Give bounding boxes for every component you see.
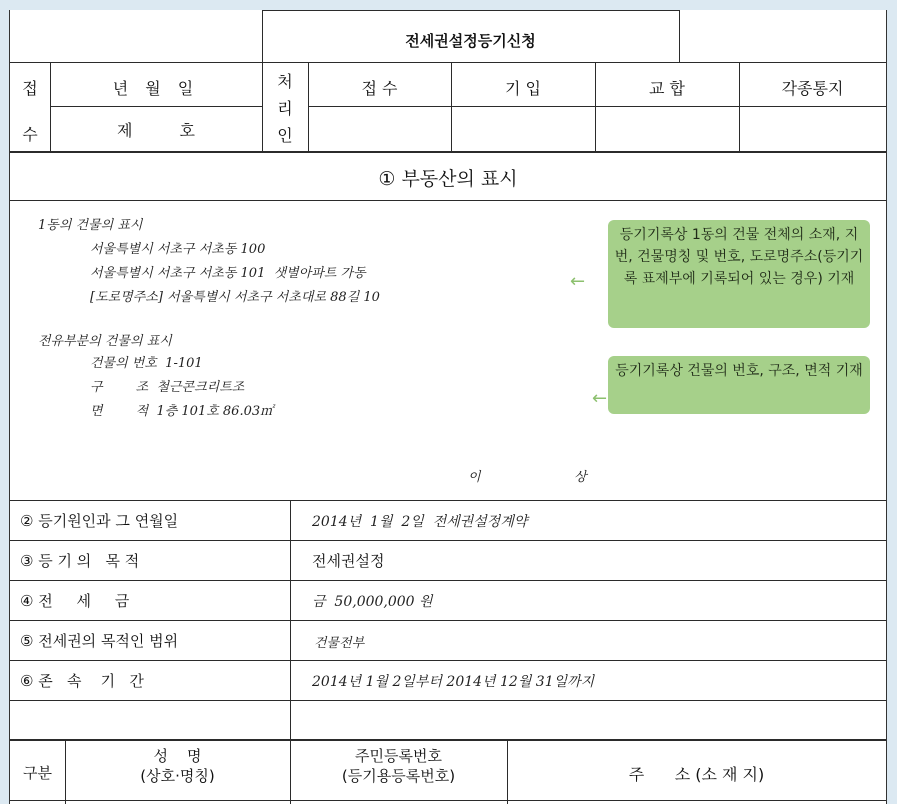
- property-heading: ① 부동산의 표시: [378, 168, 518, 190]
- name-label: 성 명: [153, 747, 202, 765]
- receipt-label-jeop: 접: [22, 79, 38, 98]
- party-col-regno: [290, 746, 507, 786]
- rule: [308, 106, 886, 107]
- field-value-duration: 2014년 1월 2일부터 2014년 12월 31일까지: [312, 674, 595, 690]
- processor-char: 리: [277, 99, 293, 118]
- processor-label: [262, 68, 308, 149]
- field-label-scope: ⑤ 전세권의 목적인 범위: [20, 632, 179, 650]
- unit-number: 건물의 번호 1-101: [90, 356, 203, 371]
- rule: [262, 10, 679, 11]
- building-address-line: 서울특별시 서초구 서초동 100: [90, 242, 266, 257]
- field-label-duration: ⑥ 존 속 기 간: [20, 672, 144, 690]
- field-label-deposit: ④ 전 세 금: [20, 592, 130, 610]
- rule: [10, 580, 886, 581]
- rule: [10, 200, 886, 201]
- end-mark-i: 이: [468, 470, 481, 485]
- arrow-left-icon: ←: [570, 271, 586, 292]
- field-label-purpose: ③ 등 기 의 목 적: [20, 552, 140, 570]
- building-header: 1동의 건물의 표시: [38, 218, 143, 233]
- col-notice: 각종통지: [781, 79, 844, 98]
- party-col-name: [65, 746, 290, 786]
- field-value-scope: 건물전부: [314, 636, 365, 651]
- rule: [10, 739, 886, 741]
- rule: [679, 10, 680, 62]
- rule: [10, 660, 886, 661]
- number-label: 제 호: [117, 121, 195, 140]
- rule: [10, 500, 886, 501]
- field-value-purpose: 전세권설정: [312, 552, 385, 570]
- rule: [10, 700, 886, 701]
- form-title: 전세권설정등기신청: [405, 32, 536, 50]
- field-value-deposit: 금 50,000,000 원: [312, 594, 433, 610]
- building-address-line: 서울특별시 서초구 서초동 101 샛별아파트 가동: [90, 266, 366, 281]
- arrow-left-icon: ←: [592, 388, 608, 409]
- party-col-gubun: 구분: [23, 764, 52, 782]
- unit-area: 면 적 1층 101호 86.03㎡: [90, 404, 274, 419]
- rule: [10, 151, 886, 153]
- unit-structure: 구 조 철근콘크리트조: [90, 380, 245, 395]
- end-mark-sang: 상: [574, 470, 587, 485]
- building-road-address: [도로명주소] 서울특별시 서초구 서초대로 88길 10: [90, 290, 380, 305]
- processor-char: 인: [277, 126, 293, 145]
- field-value-cause-date: 2014년 1월 2일 전세권설정계약: [312, 514, 528, 530]
- party-col-address: 주 소 (소 재 지): [628, 765, 765, 784]
- name-sublabel: (상호·명칭): [140, 767, 215, 785]
- callout-building-note: 등기기록상 1동의 건물 전체의 소재, 지번, 건물명칭 및 번호, 도로명주소(등기기록 표제부에 기록되어 있는 경우) 기재: [608, 220, 870, 328]
- rule: [10, 62, 886, 63]
- regno-sublabel: (등기용등록번호): [341, 767, 456, 785]
- col-giip: 기 입: [505, 79, 541, 98]
- col-gyohap: 교 합: [649, 79, 685, 98]
- registration-application-form: [9, 10, 887, 804]
- callout-unit-note: 등기기록상 건물의 번호, 구조, 면적 기재: [608, 356, 870, 414]
- col-jeopsu: 접 수: [361, 79, 398, 98]
- rule: [10, 540, 886, 541]
- regno-label: 주민등록번호: [355, 747, 442, 765]
- rule: [10, 620, 886, 621]
- date-label: 년 월 일: [112, 79, 200, 98]
- rule: [10, 800, 886, 801]
- unit-header: 전유부분의 건물의 표시: [38, 334, 172, 349]
- receipt-label-su: 수: [22, 125, 38, 144]
- field-label-cause-date: ② 등기원인과 그 연월일: [20, 512, 179, 530]
- rule: [50, 106, 262, 107]
- processor-char: 처: [277, 72, 293, 91]
